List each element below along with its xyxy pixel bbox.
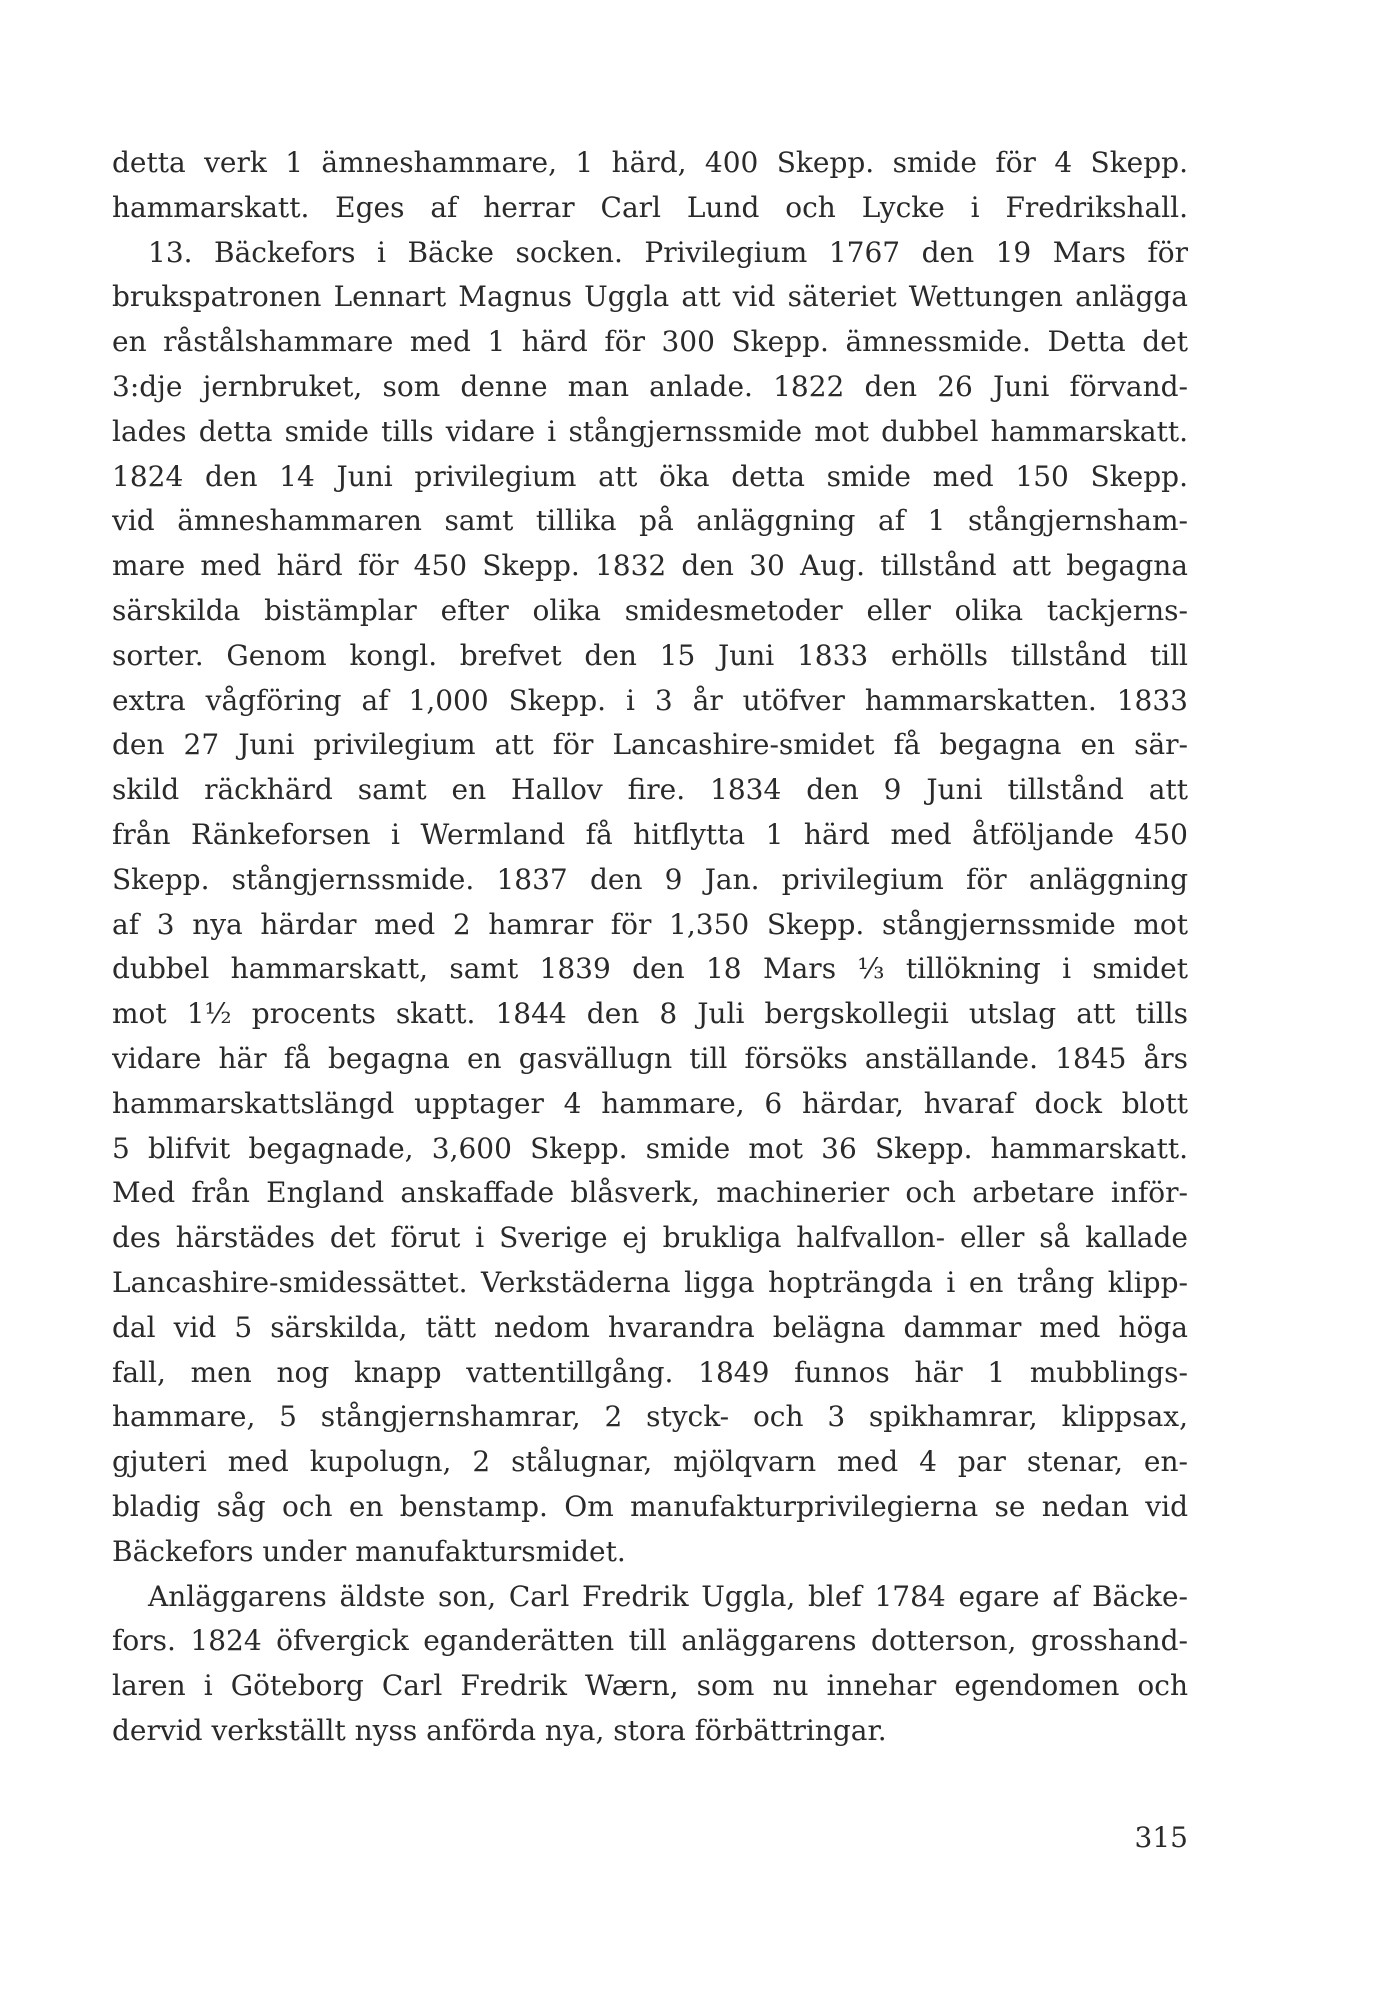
text-line: särskilda bistämplar efter olika smidesmetoder eller olika tackjerns-	[112, 593, 1188, 627]
text-line: Anläggarens äldste son, Carl Fredrik Uggla, blef 1784 egare af Bäcke-	[148, 1579, 1188, 1613]
text-line: lades detta smide tills vidare i stångjernssmide mot dubbel hammarskatt.	[112, 414, 1188, 448]
text-line: laren i Göteborg Carl Fredrik Wærn, som nu innehar egendomen och	[112, 1669, 1188, 1703]
text-line: Lancashire-smidessättet. Verkstäderna ligga hopträngda i en trång klipp-	[112, 1265, 1188, 1299]
page-number: 315	[1134, 1821, 1188, 1854]
text-line: Med från England anskaffade blåsverk, machinerier och arbetare inför-	[112, 1176, 1188, 1210]
text-line: fors. 1824 öfvergick eganderätten till anläggarens dotterson, grosshand-	[112, 1624, 1188, 1658]
text-line: Bäckefors under manufaktursmidet.	[112, 1534, 626, 1568]
text-line: fall, men nog knapp vattentillgång. 1849 funnos här 1 mubblings-	[112, 1355, 1188, 1389]
text-line: från Ränkeforsen i Wermland få hitflytta 1 härd med åtföljande 450	[112, 817, 1188, 851]
text-line: vid ämneshammaren samt tillika på anläggning af 1 stångjernsham-	[112, 504, 1188, 538]
text-line: 3:dje jernbruket, som denne man anlade. 1822 den 26 Juni förvand-	[112, 369, 1188, 403]
text-line: des härstädes det förut i Sverige ej brukliga halfvallon- eller så kallade	[112, 1221, 1188, 1255]
text-line: 13. Bäckefors i Bäcke socken. Privilegium 1767 den 19 Mars för	[148, 235, 1188, 269]
text-line: hammarskatt. Eges af herrar Carl Lund och Lycke i Fredrikshall.	[112, 190, 1188, 224]
text-line: hammarskattslängd upptager 4 hammare, 6 härdar, hvaraf dock blott	[112, 1086, 1188, 1120]
text-line: en råstålshammare med 1 härd för 300 Skepp. ämnessmide. Detta det	[112, 325, 1188, 359]
text-line: af 3 nya härdar med 2 hamrar för 1,350 Skepp. stångjernssmide mot	[112, 907, 1188, 941]
text-line: vidare här få begagna en gasvällugn till försöks anställande. 1845 års	[112, 1041, 1188, 1075]
text-line: Skepp. stångjernssmide. 1837 den 9 Jan. privilegium för anläggning	[112, 862, 1188, 896]
text-line: bladig såg och en benstamp. Om manufakturprivilegierna se nedan vid	[112, 1489, 1188, 1523]
text-line: 1824 den 14 Juni privilegium att öka detta smide med 150 Skepp.	[112, 459, 1188, 493]
text-line: mare med härd för 450 Skepp. 1832 den 30 Aug. tillstånd att begagna	[112, 549, 1188, 583]
text-line: dal vid 5 särskilda, tätt nedom hvarandra belägna dammar med höga	[112, 1310, 1188, 1344]
text-line: 5 blifvit begagnade, 3,600 Skepp. smide mot 36 Skepp. hammarskatt.	[112, 1131, 1188, 1165]
text-line: detta verk 1 ämneshammare, 1 härd, 400 Skepp. smide för 4 Skepp.	[112, 146, 1188, 179]
text-line: extra vågföring af 1,000 Skepp. i 3 år utöfver hammarskatten. 1833	[112, 683, 1188, 717]
text-line: sorter. Genom kongl. brefvet den 15 Juni 1833 erhölls tillstånd till	[112, 638, 1188, 672]
body-text	[112, 141, 1188, 1754]
text-line: den 27 Juni privilegium att för Lancashire-smidet få begagna en sär-	[112, 728, 1188, 762]
text-line: skild räckhärd samt en Hallov fire. 1834 den 9 Juni tillstånd att	[112, 773, 1188, 807]
text-line: gjuteri med kupolugn, 2 stålugnar, mjölqvarn med 4 par stenar, en-	[112, 1445, 1188, 1479]
text-line: dervid verkställt nyss anförda nya, stora förbättringar.	[112, 1713, 887, 1747]
text-line: dubbel hammarskatt, samt 1839 den 18 Mars ⅓ tillökning i smidet	[112, 952, 1188, 986]
text-line: hammare, 5 stångjernshamrar, 2 styck- och 3 spikhamrar, klippsax,	[112, 1400, 1188, 1434]
text-line: brukspatronen Lennart Magnus Uggla att vid säteriet Wettungen anlägga	[112, 280, 1188, 314]
text-line: mot 1½ procents skatt. 1844 den 8 Juli bergskollegii utslag att tills	[112, 997, 1188, 1031]
